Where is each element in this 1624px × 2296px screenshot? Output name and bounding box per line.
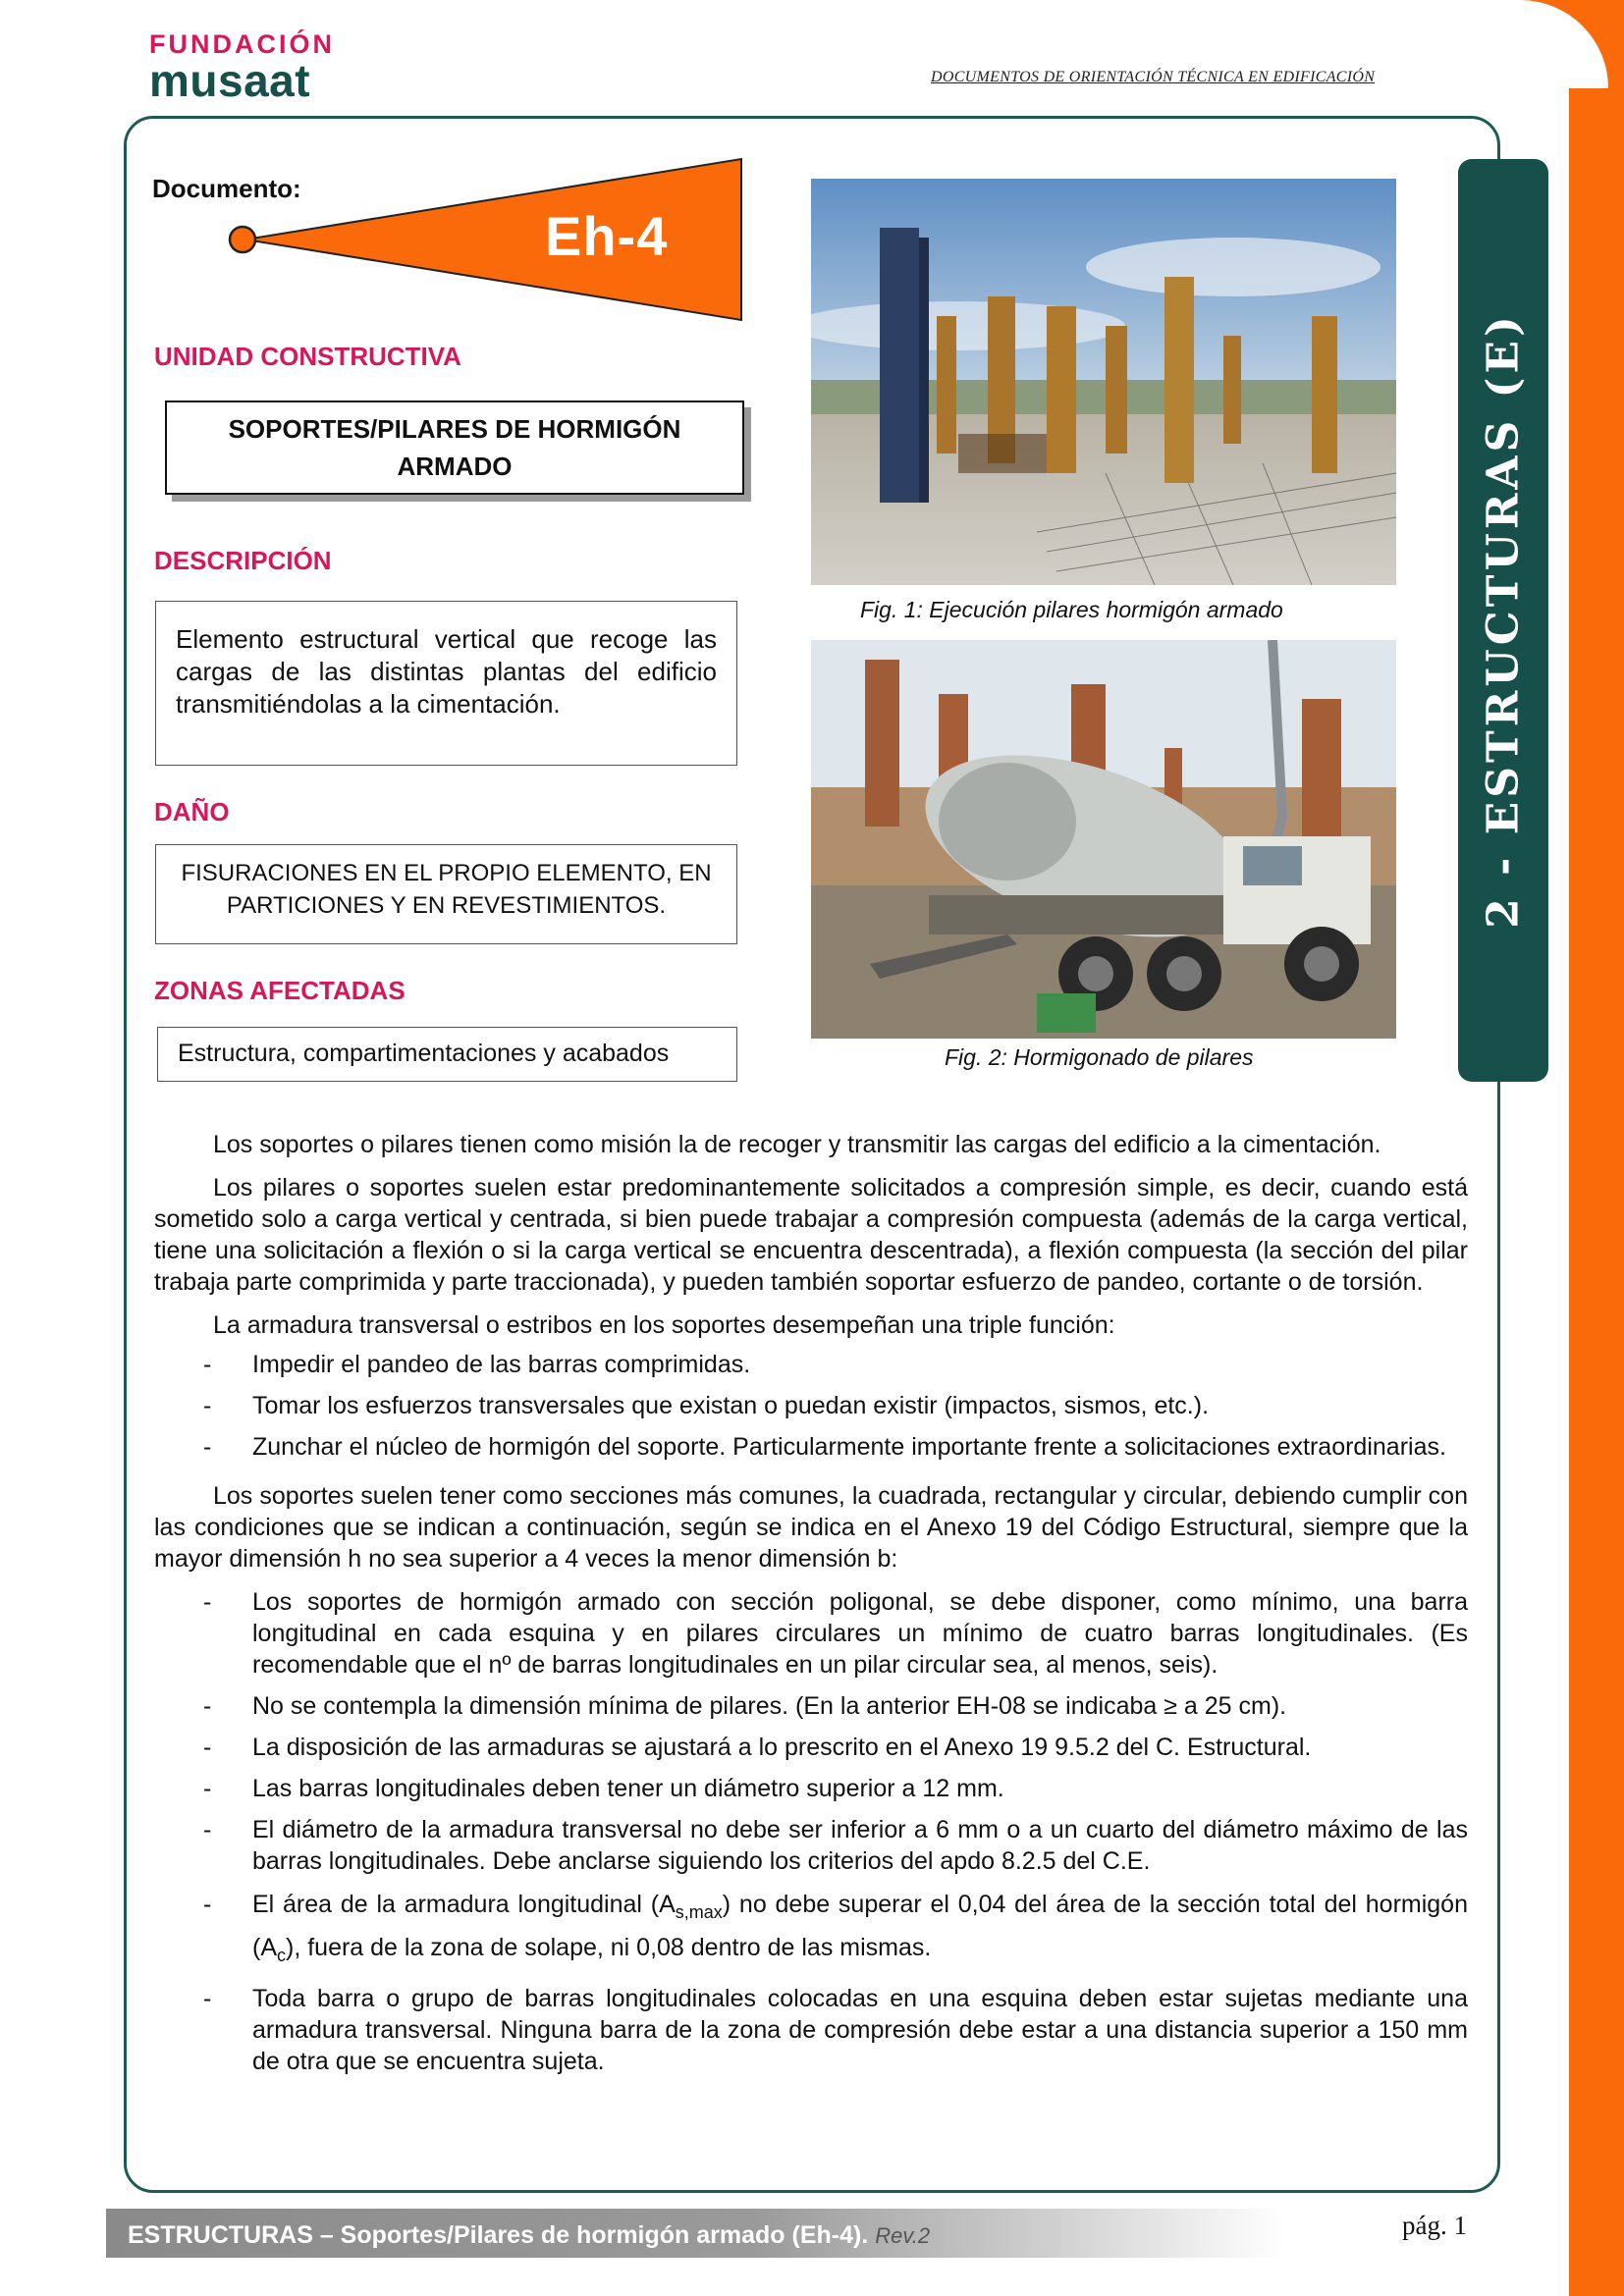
footer-title-text: ESTRUCTURAS – Soportes/Pilares de hormigón armado (Eh-4). bbox=[128, 2221, 869, 2249]
list-dash: - bbox=[203, 1734, 212, 1761]
list-dash: - bbox=[203, 1351, 212, 1378]
figure-2-illustration bbox=[811, 640, 1396, 1039]
list-item bbox=[154, 1431, 1468, 1463]
document-code: Eh-4 bbox=[545, 205, 669, 267]
list-dash: - bbox=[203, 1891, 212, 1918]
list-item-text: Los soportes de hormigón armado con sección poligonal, se debe disponer, como mínimo, una barra longitudinal en cada esquina y en pilares circulares un mínimo de cuatro barras longitudinales. (Es recomendable que el nº de barras longitudinales en un pilar circular sea, al menos, seis). bbox=[252, 1588, 1468, 1679]
unidad-box bbox=[165, 400, 744, 495]
list-item bbox=[154, 1814, 1468, 1877]
zonas-title: ZONAS AFECTADAS bbox=[154, 976, 406, 1005]
document-label: Documento: bbox=[152, 174, 301, 203]
list-dash: - bbox=[203, 1433, 212, 1461]
unidad-value: SOPORTES/PILARES DE HORMIGÓN ARMADO bbox=[228, 414, 681, 481]
list-item-text: Zunchar el núcleo de hormigón del soporte. Particularmente importante frente a solicitaciones extraordinarias. bbox=[252, 1433, 1446, 1461]
footer-title bbox=[128, 2221, 930, 2250]
list-dash: - bbox=[203, 1775, 212, 1802]
figure-1-photo bbox=[811, 179, 1396, 585]
body-paragraph-2: Los pilares o soportes suelen estar predominantemente solicitados a compresión simple, es decir, cuando está sometido solo a carga vertical y centrada, si bien puede trabajar a compresión compuesta (además de la carga vertical, tiene una solicitación a flexión o si la carga vertical se encuentra descentrada), a flexión compuesta (la sección del pilar trabaja parte comprimida y parte traccionada), y pueden también soportar esfuerzo de pandeo, cortante o de torsión. bbox=[154, 1174, 1468, 1296]
body-text bbox=[154, 1129, 1468, 2087]
body-paragraph-1: Los soportes o pilares tienen como misión la de recoger y transmitir las cargas del edificio a la cimentación. bbox=[213, 1131, 1381, 1158]
dano-title: DAÑO bbox=[154, 797, 230, 827]
descripcion-text: Elemento estructural vertical que recoge las cargas de las distintas plantas del edificio transmitiéndolas a la cimentación. bbox=[176, 624, 717, 719]
list-item-text: Toda barra o grupo de barras longitudinales colocadas en una esquina deben estar sujetas mediante una armadura transversal. Ninguna barra de la zona de compresión debe estar a una distancia superior a 150 mm de otra que se encuentra sujeta. bbox=[252, 1985, 1468, 2075]
descripcion-title: DESCRIPCIÓN bbox=[154, 546, 332, 575]
zonas-box bbox=[157, 1027, 737, 1082]
area-item-text-a: El área de la armadura longitudinal (A bbox=[252, 1891, 676, 1918]
list-dash: - bbox=[203, 1816, 212, 1843]
footer-revision: Rev.2 bbox=[875, 2223, 931, 2248]
orange-corner-decoration bbox=[1500, 0, 1608, 88]
figure-1-caption: Fig. 1: Ejecución pilares hormigón armado bbox=[860, 597, 1283, 622]
list-item-text: Impedir el pandeo de las barras comprimidas. bbox=[252, 1351, 751, 1378]
list-dash: - bbox=[203, 1588, 212, 1616]
zonas-text: Estructura, compartimentaciones y acabados bbox=[178, 1040, 670, 1067]
area-item-text-b: ) no debe superar el 0,04 del área de la sección total del hormigón (A bbox=[252, 1891, 1468, 1961]
list-item bbox=[154, 1983, 1468, 2077]
list-item-text: Tomar los esfuerzos transversales que existan o puedan existir (impactos, sismos, etc.). bbox=[252, 1392, 1210, 1419]
figure-1-illustration bbox=[811, 179, 1396, 585]
section-conditions-list bbox=[154, 1586, 1468, 2077]
area-subscript-smax: s,max bbox=[675, 1902, 723, 1922]
list-item bbox=[154, 1732, 1468, 1763]
list-dash: - bbox=[203, 1392, 212, 1419]
document-flag-graphic bbox=[224, 157, 754, 334]
area-subscript-c: c bbox=[277, 1946, 286, 1965]
orange-side-band bbox=[1569, 0, 1624, 2296]
page-number: pág. 1 bbox=[1402, 2211, 1467, 2240]
list-dash: - bbox=[203, 1692, 212, 1720]
list-item-text: El diámetro de la armadura transversal no debe ser inferior a 6 mm o a un cuarto del diámetro máximo de las barras longitudinales. Debe anclarse siguiendo los criterios del apdo 8.2.5 del C.E. bbox=[252, 1816, 1468, 1875]
stirrup-function-list bbox=[154, 1349, 1468, 1463]
figure-2-caption: Fig. 2: Hormigonado de pilares bbox=[945, 1044, 1254, 1070]
figure-2-photo bbox=[811, 640, 1396, 1039]
list-item bbox=[154, 1349, 1468, 1380]
list-item bbox=[154, 1887, 1468, 1973]
list-item bbox=[154, 1773, 1468, 1804]
series-title: DOCUMENTOS DE ORIENTACIÓN TÉCNICA EN EDIFICACIÓN bbox=[931, 69, 1376, 85]
body-paragraph-4: Los soportes suelen tener como secciones más comunes, la cuadrada, rectangular y circular, debiendo cumplir con las condiciones que se indican a continuación, según se indica en el Anexo 19 del Código Estructural, siempre que la mayor dimensión h no sea superior a 4 veces la menor dimensión b: bbox=[154, 1482, 1468, 1573]
logo-bottom-text: musaat bbox=[149, 55, 311, 106]
body-paragraph-3: La armadura transversal o estribos en los soportes desempeñan una triple función: bbox=[213, 1311, 1115, 1339]
list-item-text: La disposición de las armaduras se ajustará a lo prescrito en el Anexo 19 9.5.2 del C. Estructural. bbox=[252, 1734, 1312, 1761]
list-item bbox=[154, 1390, 1468, 1421]
list-item-text: No se contempla la dimensión mínima de pilares. (En la anterior EH-08 se indicaba ≥ a 25 cm). bbox=[252, 1692, 1287, 1720]
list-dash: - bbox=[203, 1985, 212, 2012]
list-item bbox=[154, 1690, 1468, 1722]
area-item-text-c: ), fuera de la zona de solape, ni 0,08 dentro de las mismas. bbox=[286, 1934, 932, 1961]
list-item bbox=[154, 1586, 1468, 1681]
dano-box bbox=[155, 844, 737, 944]
unidad-title: UNIDAD CONSTRUCTIVA bbox=[154, 342, 461, 371]
descripcion-box bbox=[155, 601, 737, 766]
logo-top-text: FUNDACIÓN bbox=[149, 29, 335, 59]
list-item-text: Las barras longitudinales deben tener un diámetro superior a 12 mm. bbox=[252, 1775, 1004, 1802]
dano-text: FISURACIONES EN EL PROPIO ELEMENTO, EN PARTICIONES Y EN REVESTIMIENTOS. bbox=[181, 860, 712, 919]
side-tab-label: 2 - ESTRUCTURAS (E) bbox=[1478, 312, 1529, 929]
fundacion-musaat-logo bbox=[149, 29, 335, 107]
